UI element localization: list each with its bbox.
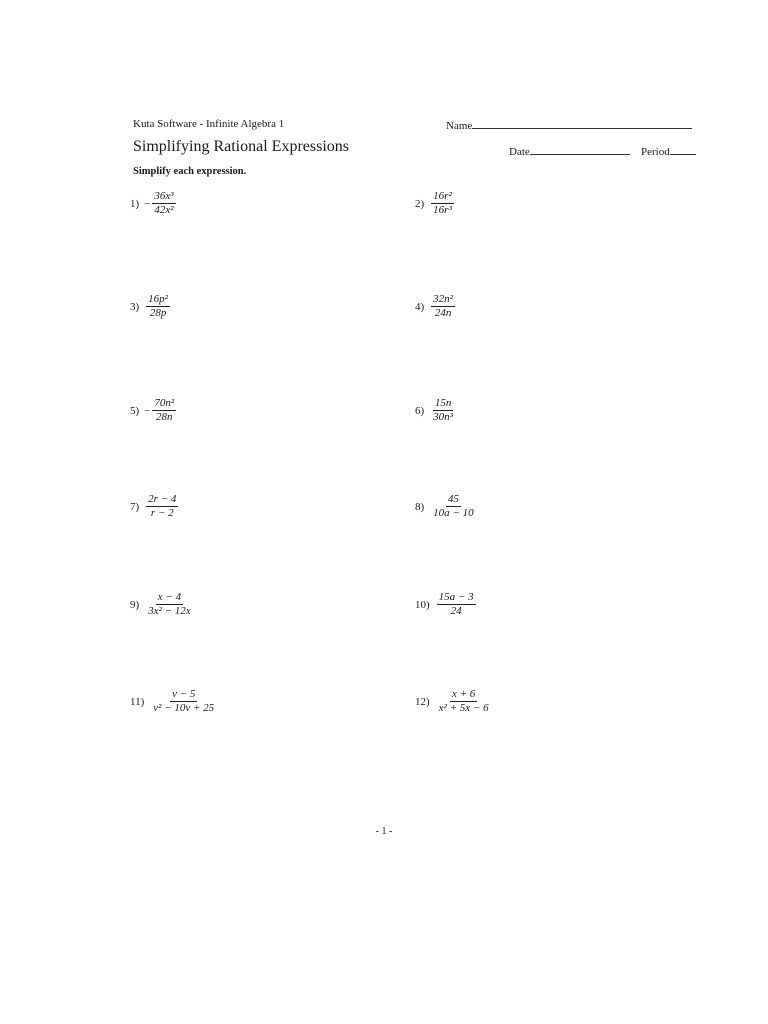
page-number: - 1 - — [375, 826, 393, 837]
period-field — [641, 144, 696, 158]
numerator: 45 — [447, 493, 459, 505]
date-label: Date — [509, 146, 530, 158]
period-blank-line — [670, 144, 696, 155]
numerator: 70n² — [154, 397, 175, 409]
problem-number: 2) — [415, 197, 425, 210]
problem-number: 3) — [130, 300, 140, 313]
negative-sign: − — [144, 404, 151, 417]
numerator: v − 5 — [172, 688, 196, 700]
problem-number: 5) — [130, 404, 140, 417]
period-label: Period — [641, 146, 670, 158]
problem-9 — [130, 591, 193, 618]
fraction — [431, 293, 455, 320]
denominator: 3x² − 12x — [148, 605, 191, 617]
problem-number: 7) — [130, 500, 140, 513]
denominator: 16r³ — [433, 204, 452, 216]
fraction — [437, 591, 476, 618]
problem-12 — [415, 688, 491, 715]
denominator: r − 2 — [150, 507, 174, 519]
fraction — [437, 688, 491, 715]
denominator: 24 — [450, 605, 462, 617]
problem-7 — [130, 493, 178, 520]
date-blank-line — [530, 144, 630, 155]
fraction — [151, 688, 216, 715]
numerator: 36x³ — [154, 190, 174, 202]
name-blank-line — [472, 118, 692, 129]
problem-1 — [130, 190, 176, 217]
denominator: v² − 10v + 25 — [153, 702, 215, 714]
fraction — [431, 493, 475, 520]
denominator: 24n — [434, 307, 452, 319]
numerator: x + 6 — [451, 688, 476, 700]
worksheet-title: Simplifying Rational Expressions — [133, 138, 349, 155]
denominator: 28p — [149, 307, 167, 319]
problem-4 — [415, 293, 455, 320]
fraction — [146, 493, 178, 520]
problem-number: 4) — [415, 300, 425, 313]
name-label: Name — [446, 120, 473, 132]
name-field — [446, 118, 692, 132]
denominator: 28n — [156, 411, 173, 423]
problem-number: 11) — [130, 695, 145, 708]
denominator: 42x² — [154, 204, 174, 216]
problem-number: 8) — [415, 500, 425, 513]
problem-number: 9) — [130, 598, 140, 611]
fraction — [152, 397, 176, 424]
instructions: Simplify each expression. — [133, 166, 247, 177]
publisher-label: Kuta Software - Infinite Algebra 1 — [133, 118, 285, 130]
problem-number: 6) — [415, 404, 425, 417]
denominator: 30n³ — [433, 411, 453, 423]
problem-number: 1) — [130, 197, 140, 210]
numerator: 15n — [434, 397, 452, 409]
fraction — [152, 190, 175, 217]
problem-number: 12) — [415, 695, 430, 708]
numerator: 2r − 4 — [148, 493, 177, 505]
problem-2 — [415, 190, 454, 217]
problem-8 — [415, 493, 476, 520]
numerator: 15a − 3 — [438, 591, 474, 603]
fraction — [146, 293, 170, 320]
fraction — [146, 591, 193, 618]
date-field — [509, 144, 630, 158]
denominator: 10a − 10 — [433, 507, 474, 519]
denominator: x² + 5x − 6 — [438, 702, 489, 714]
numerator: 16p² — [148, 293, 168, 305]
problem-3 — [130, 293, 170, 320]
numerator: x − 4 — [157, 591, 182, 603]
numerator: 32n² — [433, 293, 453, 305]
fraction — [431, 190, 454, 217]
fraction — [431, 397, 455, 424]
problem-5 — [130, 397, 176, 424]
problem-6 — [415, 397, 455, 424]
problem-10 — [415, 591, 476, 618]
problem-number: 10) — [415, 598, 430, 611]
negative-sign: − — [144, 197, 151, 210]
numerator: 16r² — [433, 190, 452, 202]
problem-11 — [130, 688, 216, 715]
